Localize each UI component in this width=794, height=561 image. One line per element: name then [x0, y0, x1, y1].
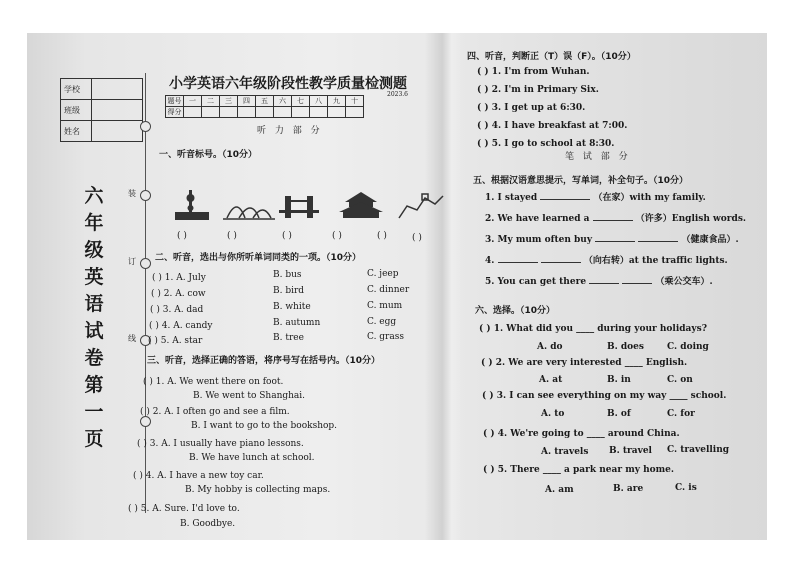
- s4-item: ( ) 3. I get up at 6:30.: [477, 103, 586, 113]
- s2-item: ( ) 1. A. July: [152, 273, 206, 283]
- s3-heading: 三、听音，选择正确的答语，将序号写在括号内。（10分）: [147, 356, 381, 366]
- score-head: 四: [238, 96, 256, 107]
- s6-option: C. for: [667, 409, 695, 419]
- s6-question: ( ) 1. What did you ____ during your holidays?: [479, 324, 707, 334]
- s5-hint: （健康食品）.: [681, 235, 739, 245]
- s5-hint: （向右转）at the traffic lights.: [583, 256, 728, 266]
- s3-item: ( ) 2. A. I often go and see a film.: [140, 407, 290, 417]
- s2-item: ( ) 5. A. star: [148, 336, 203, 346]
- writing-header: 笔 试 部 分: [565, 152, 631, 162]
- answer-blank[interactable]: [498, 262, 538, 263]
- score-label: 得分: [167, 108, 182, 116]
- s1-blank[interactable]: ( ): [412, 233, 422, 243]
- s2-item: ( ) 2. A. cow: [151, 289, 206, 299]
- score-cell[interactable]: [274, 107, 292, 118]
- s6-question: ( ) 4. We're going to ____ around China.: [483, 429, 680, 439]
- s5-prefix: 5. You can get there: [485, 277, 587, 287]
- binding-mark: 装: [128, 189, 136, 198]
- s5-hint: （许多）English words.: [635, 214, 747, 224]
- binding-hole: [140, 258, 151, 269]
- class-label: 班级: [61, 100, 92, 121]
- s6-option: A. travels: [541, 447, 589, 457]
- vertical-char: 语: [84, 293, 104, 315]
- binding-mark: 订: [128, 257, 136, 266]
- score-head: 二: [202, 96, 220, 107]
- opera-house-icon: [223, 207, 275, 219]
- s2-option: C. grass: [367, 332, 404, 342]
- s2-option: B. bird: [273, 286, 305, 296]
- listening-header: 听 力 部 分: [257, 126, 323, 136]
- score-cell[interactable]: [202, 107, 220, 118]
- exam-paper-photo: [27, 33, 767, 540]
- score-table: [165, 95, 364, 118]
- s6-option: A. am: [545, 485, 574, 495]
- score-head: 一: [184, 96, 202, 107]
- score-head: 八: [310, 96, 328, 107]
- s5-prefix: 1. I stayed: [485, 193, 538, 203]
- s3-item: ( ) 1. A. We went there on foot.: [143, 377, 284, 387]
- score-head: 三: [220, 96, 238, 107]
- name-label: 姓名: [61, 121, 92, 142]
- s2-option: C. mum: [367, 301, 403, 311]
- score-head: 五: [256, 96, 274, 107]
- year-note: 2023.6: [387, 91, 408, 98]
- binding-mark: 线: [128, 334, 136, 343]
- score-cell[interactable]: [220, 107, 238, 118]
- s6-question: ( ) 5. There ____ a park near my home.: [483, 465, 675, 475]
- s4-item: ( ) 5. I go to school at 8:30.: [477, 139, 615, 149]
- s5-item: [485, 232, 739, 245]
- s1-blank[interactable]: ( ): [377, 231, 387, 241]
- s5-prefix: 2. We have learned a: [485, 214, 590, 224]
- s6-question: ( ) 3. I can see everything on my way ____ school.: [482, 391, 727, 401]
- s5-hint: （在家）with my family.: [593, 193, 706, 203]
- s2-item: ( ) 3. A. dad: [150, 305, 204, 315]
- s3-option: B. Goodbye.: [180, 519, 236, 529]
- exam-title: 小学英语六年级阶段性教学质量检测题: [169, 76, 407, 92]
- temple-of-heaven-icon: [339, 192, 383, 218]
- s5-hint: （乘公交车）.: [655, 277, 713, 287]
- school-field[interactable]: [92, 79, 143, 100]
- s5-item: [485, 274, 713, 287]
- binding-hole: [140, 190, 151, 201]
- s5-prefix: 4.: [485, 256, 495, 266]
- score-head: 七: [292, 96, 310, 107]
- vertical-char: 第: [84, 374, 104, 396]
- s6-option: C. travelling: [667, 445, 730, 455]
- s6-option: C. on: [667, 375, 693, 385]
- page-fold: [425, 33, 463, 540]
- score-cell[interactable]: [328, 107, 346, 118]
- s3-option: B. I want to go to the bookshop.: [191, 421, 338, 431]
- s2-option: B. autumn: [273, 318, 321, 328]
- s2-option: C. dinner: [367, 285, 410, 295]
- s3-option: B. We have lunch at school.: [189, 453, 315, 463]
- s2-item: ( ) 4. A. candy: [149, 321, 213, 331]
- s6-option: B. travel: [609, 446, 652, 456]
- score-cell[interactable]: [346, 107, 364, 118]
- s4-heading: 四、听音，判断正（T）误（F）。（10分）: [467, 52, 636, 62]
- s3-item: ( ) 5. A. Sure. I'd love to.: [128, 504, 240, 514]
- s2-option: C. egg: [367, 317, 397, 327]
- s4-item: ( ) 2. I'm in Primary Six.: [477, 85, 599, 95]
- answer-blank[interactable]: [622, 283, 652, 284]
- pearl-tower-icon: [175, 190, 209, 220]
- s1-blank[interactable]: ( ): [332, 231, 342, 241]
- score-head: 十: [346, 96, 364, 107]
- s5-item: [485, 190, 706, 203]
- great-wall-icon: [399, 194, 443, 218]
- s4-item: ( ) 4. I have breakfast at 7:00.: [477, 121, 628, 131]
- s4-item: ( ) 1. I'm from Wuhan.: [477, 67, 590, 77]
- s6-option: B. in: [607, 375, 631, 385]
- score-head: 题号: [167, 97, 182, 105]
- answer-blank[interactable]: [593, 220, 633, 221]
- vertical-char: 年: [84, 212, 104, 234]
- s6-option: C. doing: [667, 342, 709, 352]
- vertical-char: 英: [84, 266, 104, 288]
- s6-option: B. are: [613, 484, 644, 494]
- vertical-char: 页: [84, 428, 104, 450]
- answer-blank[interactable]: [540, 199, 590, 200]
- score-head: 六: [274, 96, 292, 107]
- s5-heading: 五、根据汉语意思提示，写单词，补全句子。（10分）: [473, 176, 689, 186]
- name-field[interactable]: [92, 121, 143, 142]
- s6-option: B. does: [607, 342, 644, 352]
- landmark-pictures: [167, 188, 447, 224]
- s5-prefix: 3. My mum often buy: [485, 235, 593, 245]
- answer-blank[interactable]: [541, 262, 581, 263]
- tower-bridge-icon: [279, 196, 319, 218]
- s2-option: B. tree: [273, 333, 304, 343]
- s3-option: B. We went to Shanghai.: [193, 391, 306, 401]
- answer-blank[interactable]: [638, 241, 678, 242]
- s2-option: C. jeep: [367, 269, 399, 279]
- class-field[interactable]: [92, 100, 143, 121]
- s2-option: B. bus: [273, 270, 302, 280]
- s2-option: B. white: [273, 302, 311, 312]
- vertical-char: 卷: [84, 347, 104, 369]
- s5-item: [485, 211, 746, 224]
- score-head: 九: [328, 96, 346, 107]
- s6-option: A. at: [539, 375, 563, 385]
- vertical-char: 一: [84, 401, 104, 423]
- vertical-char: 六: [84, 185, 104, 207]
- s6-option: B. of: [607, 409, 631, 419]
- score-cell[interactable]: [184, 107, 202, 118]
- vertical-char: 试: [84, 320, 104, 342]
- s1-blank[interactable]: ( ): [227, 231, 237, 241]
- score-cell[interactable]: [238, 107, 256, 118]
- answer-blank[interactable]: [595, 241, 635, 242]
- answer-blank[interactable]: [589, 283, 619, 284]
- student-info-table: [60, 78, 143, 142]
- s1-heading: 一、听音标号。（10分）: [159, 150, 258, 160]
- s3-option: B. My hobby is collecting maps.: [185, 485, 331, 495]
- s5-item: [485, 253, 728, 266]
- score-cell[interactable]: [292, 107, 310, 118]
- s6-option: A. do: [537, 342, 563, 352]
- s3-item: ( ) 3. A. I usually have piano lessons.: [137, 439, 304, 449]
- binding-hole: [140, 121, 151, 132]
- s6-option: C. is: [675, 483, 697, 493]
- s6-option: A. to: [541, 409, 565, 419]
- binding-hole: [140, 416, 151, 427]
- score-cell[interactable]: [310, 107, 328, 118]
- s6-heading: 六、选择。（10分）: [475, 306, 556, 316]
- school-label: 学校: [61, 79, 92, 100]
- s2-heading: 二、听音，选出与你所听单词同类的一项。（10分）: [155, 253, 362, 263]
- score-cell[interactable]: [256, 107, 274, 118]
- s1-blank[interactable]: ( ): [282, 231, 292, 241]
- s3-item: ( ) 4. A. I have a new toy car.: [133, 471, 264, 481]
- s6-question: ( ) 2. We are very interested ____ English.: [481, 358, 688, 368]
- s1-blank[interactable]: ( ): [177, 231, 187, 241]
- vertical-title: [83, 183, 105, 453]
- vertical-char: 级: [84, 239, 104, 261]
